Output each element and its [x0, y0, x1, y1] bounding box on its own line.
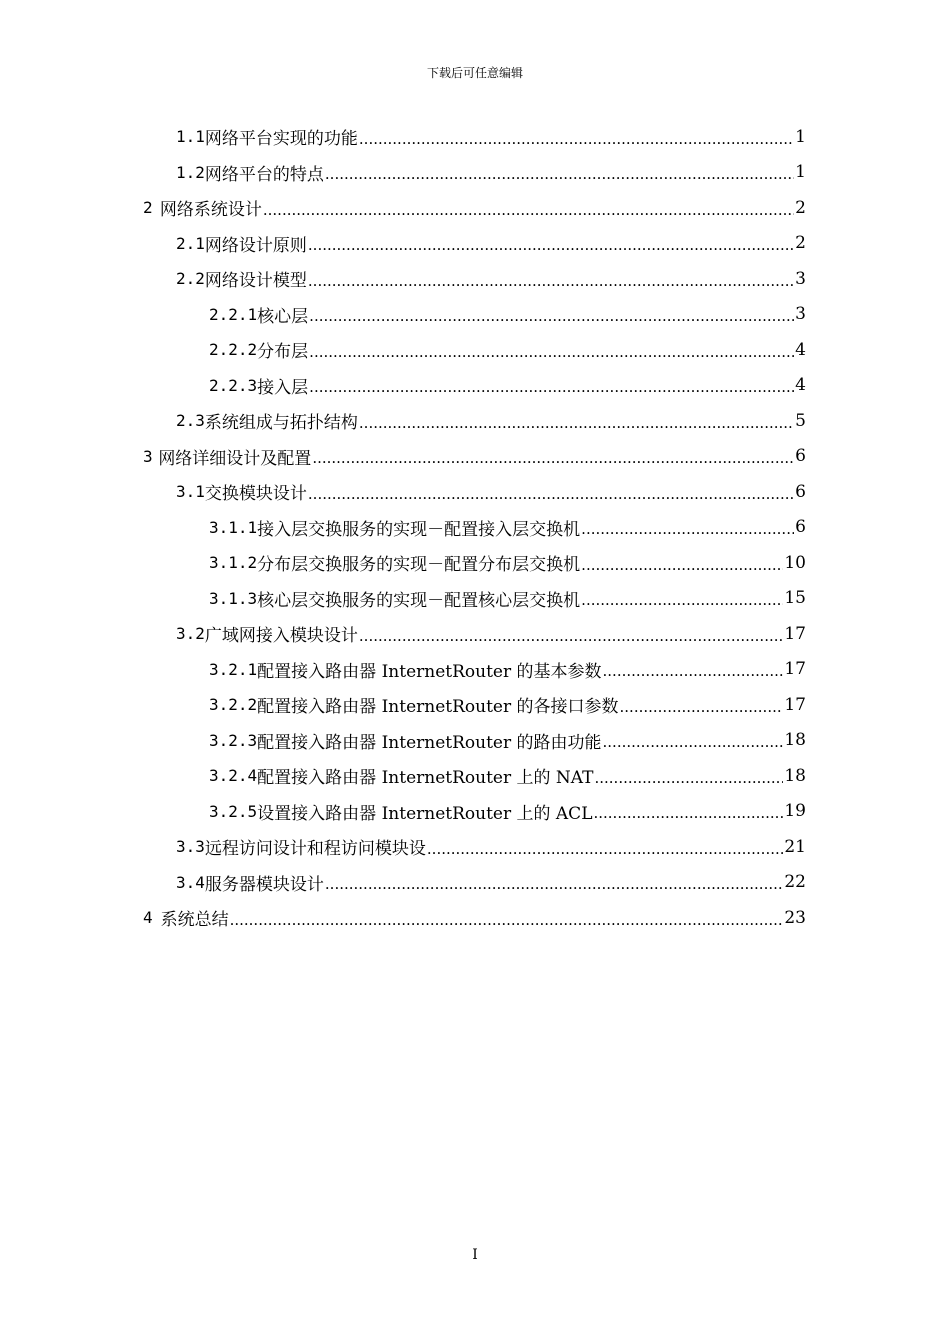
toc-dot-leader	[230, 911, 784, 929]
toc-entry-number: 2.2	[176, 269, 205, 288]
toc-entry-page: 17	[784, 694, 806, 715]
toc-entry[interactable]	[209, 581, 806, 616]
toc-entry-number: 3.1.1	[209, 517, 258, 537]
toc-entry-title: 远程访问设计和程访问模块设	[204, 839, 426, 859]
toc-entry-title: 网络设计模型	[204, 271, 307, 291]
toc-entry-number: 1.2	[176, 162, 205, 182]
toc-entry-title: 网络平台的特点	[204, 164, 324, 185]
toc-entry-page: 6	[795, 481, 806, 502]
toc-entry-number: 3.2.3	[209, 730, 258, 750]
toc-entry-title: 接入层	[257, 377, 309, 398]
toc-entry-page: 3	[795, 304, 806, 324]
toc-entry[interactable]	[209, 758, 806, 793]
toc-entry-page: 17	[784, 623, 806, 644]
toc-entry-number: 3.3	[176, 837, 205, 856]
toc-entry-page: 17	[784, 659, 806, 679]
toc-entry-title: 网络平台实现的功能	[204, 129, 358, 149]
toc-entry-title: 接入层交换服务的实现－配置接入层交换机	[257, 519, 581, 540]
toc-entry-title: 配置接入路由器 InternetRouter 的各接口参数	[257, 697, 619, 717]
toc-entry-title: 分布层	[257, 342, 309, 362]
toc-entry[interactable]	[143, 439, 806, 474]
toc-entry-number: 4	[143, 908, 153, 927]
toc-dot-leader	[359, 414, 794, 432]
toc-entry-page: 3	[795, 268, 806, 289]
toc-entry-page: 6	[795, 517, 806, 537]
toc-entry-title: 核心层	[257, 306, 309, 327]
toc-entry-title: 广域网接入模块设计	[204, 626, 358, 646]
toc-entry-page: 1	[795, 126, 806, 147]
toc-entry-page: 18	[784, 765, 806, 786]
toc-entry-page: 15	[784, 588, 806, 608]
page-header: 下载后可任意编辑	[426, 66, 523, 80]
toc-dot-leader	[620, 698, 784, 716]
toc-dot-leader	[309, 378, 794, 396]
toc-entry-number: 2.2.2	[209, 340, 258, 359]
toc-entry-number: 3.2	[176, 624, 205, 643]
toc-dot-leader	[308, 272, 794, 290]
toc-entry-title: 配置接入路由器 InternetRouter 的基本参数	[257, 661, 602, 682]
toc-dot-leader	[603, 662, 784, 680]
toc-entry-number: 2.2.1	[209, 304, 258, 324]
toc-dot-leader	[309, 307, 794, 325]
toc-entry-number: 2.1	[176, 233, 205, 253]
toc-dot-leader	[581, 556, 783, 574]
toc-dot-leader	[427, 840, 783, 858]
toc-dot-leader	[594, 769, 783, 787]
toc-entry-page: 23	[784, 907, 806, 928]
toc-entry[interactable]	[176, 616, 806, 651]
toc-entry[interactable]	[143, 190, 806, 225]
page-number-footer: I	[472, 1247, 478, 1263]
toc-dot-leader	[359, 627, 783, 645]
toc-entry-page: 21	[784, 836, 806, 857]
toc-entry[interactable]	[176, 261, 806, 296]
toc-dot-leader	[325, 875, 783, 893]
toc-entry-number: 3.2.1	[209, 659, 258, 679]
toc-entry[interactable]	[209, 723, 806, 758]
toc-entry-page: 18	[784, 730, 806, 750]
toc-dot-leader	[581, 591, 783, 609]
toc-entry-number: 3.2.2	[209, 695, 258, 714]
toc-entry-number: 3	[143, 446, 153, 466]
toc-entry-number: 3.1	[176, 482, 205, 501]
toc-dot-leader	[308, 485, 794, 503]
toc-entry-number: 1.1	[176, 127, 205, 146]
toc-entry-page: 2	[795, 197, 806, 218]
toc-entry-page: 4	[795, 375, 806, 395]
toc-entry-title: 分布层交换服务的实现－配置分布层交换机	[257, 555, 581, 575]
toc-entry-number: 2	[143, 198, 153, 217]
toc-entry-number: 2.2.3	[209, 375, 258, 395]
toc-entry[interactable]	[209, 510, 806, 545]
toc-entry[interactable]	[143, 900, 806, 935]
toc-entry[interactable]	[176, 119, 806, 154]
toc-entry-page: 10	[784, 552, 806, 573]
toc-entry[interactable]	[209, 297, 806, 332]
toc-entry-title: 系统总结	[160, 910, 229, 930]
toc-entry[interactable]	[209, 545, 806, 580]
toc-dot-leader	[312, 449, 794, 467]
toc-entry-title: 系统组成与拓扑结构	[204, 413, 358, 433]
toc-entry-page: 2	[795, 233, 806, 253]
toc-dot-leader	[359, 130, 794, 148]
toc-entry-title: 配置接入路由器 InternetRouter 的路由功能	[257, 732, 602, 753]
toc-dot-leader	[603, 733, 784, 751]
toc-entry-title: 设置接入路由器 InternetRouter 上的 ACL	[257, 803, 593, 824]
toc-entry-title: 交换模块设计	[204, 484, 307, 504]
toc-entry-number: 2.3	[176, 411, 205, 430]
toc-dot-leader	[309, 343, 794, 361]
toc-entry-title: 网络系统设计	[159, 200, 262, 220]
toc-entry-page: 6	[795, 446, 806, 466]
toc-entry[interactable]	[209, 687, 806, 722]
toc-entry-title: 核心层交换服务的实现－配置核心层交换机	[257, 590, 581, 611]
toc-entry-page: 22	[784, 872, 806, 892]
toc-entry[interactable]	[209, 794, 806, 829]
toc-entry[interactable]	[176, 155, 806, 190]
toc-entry-title: 网络设计原则	[204, 235, 307, 256]
toc-entry-number: 3.1.3	[209, 588, 258, 608]
toc-entry[interactable]	[176, 474, 806, 509]
toc-dot-leader	[325, 165, 794, 183]
toc-entry[interactable]	[209, 652, 806, 687]
toc-entry-number: 3.4	[176, 872, 205, 892]
toc-entry-title: 配置接入路由器 InternetRouter 上的 NAT	[257, 768, 594, 788]
toc-entry[interactable]	[176, 829, 806, 864]
toc-entry-page: 19	[784, 801, 806, 821]
toc-entry[interactable]	[176, 865, 806, 900]
toc-dot-leader	[593, 804, 783, 822]
toc-entry-number: 3.1.2	[209, 553, 258, 572]
toc-entry[interactable]	[209, 368, 806, 403]
toc-entry-title: 服务器模块设计	[204, 874, 324, 895]
toc-dot-leader	[308, 236, 794, 254]
toc-entry[interactable]	[209, 332, 806, 367]
toc-entry-number: 3.2.5	[209, 801, 258, 821]
toc-dot-leader	[581, 520, 794, 538]
toc-dot-leader	[263, 201, 794, 219]
toc-entry-page: 1	[795, 162, 806, 182]
toc-entry-title: 网络详细设计及配置	[158, 448, 312, 469]
toc-entry-number: 3.2.4	[209, 766, 258, 785]
toc-entry[interactable]	[176, 403, 806, 438]
toc-entry-page: 5	[795, 410, 806, 431]
toc-entry-page: 4	[795, 339, 806, 360]
toc-entry[interactable]	[176, 226, 806, 261]
